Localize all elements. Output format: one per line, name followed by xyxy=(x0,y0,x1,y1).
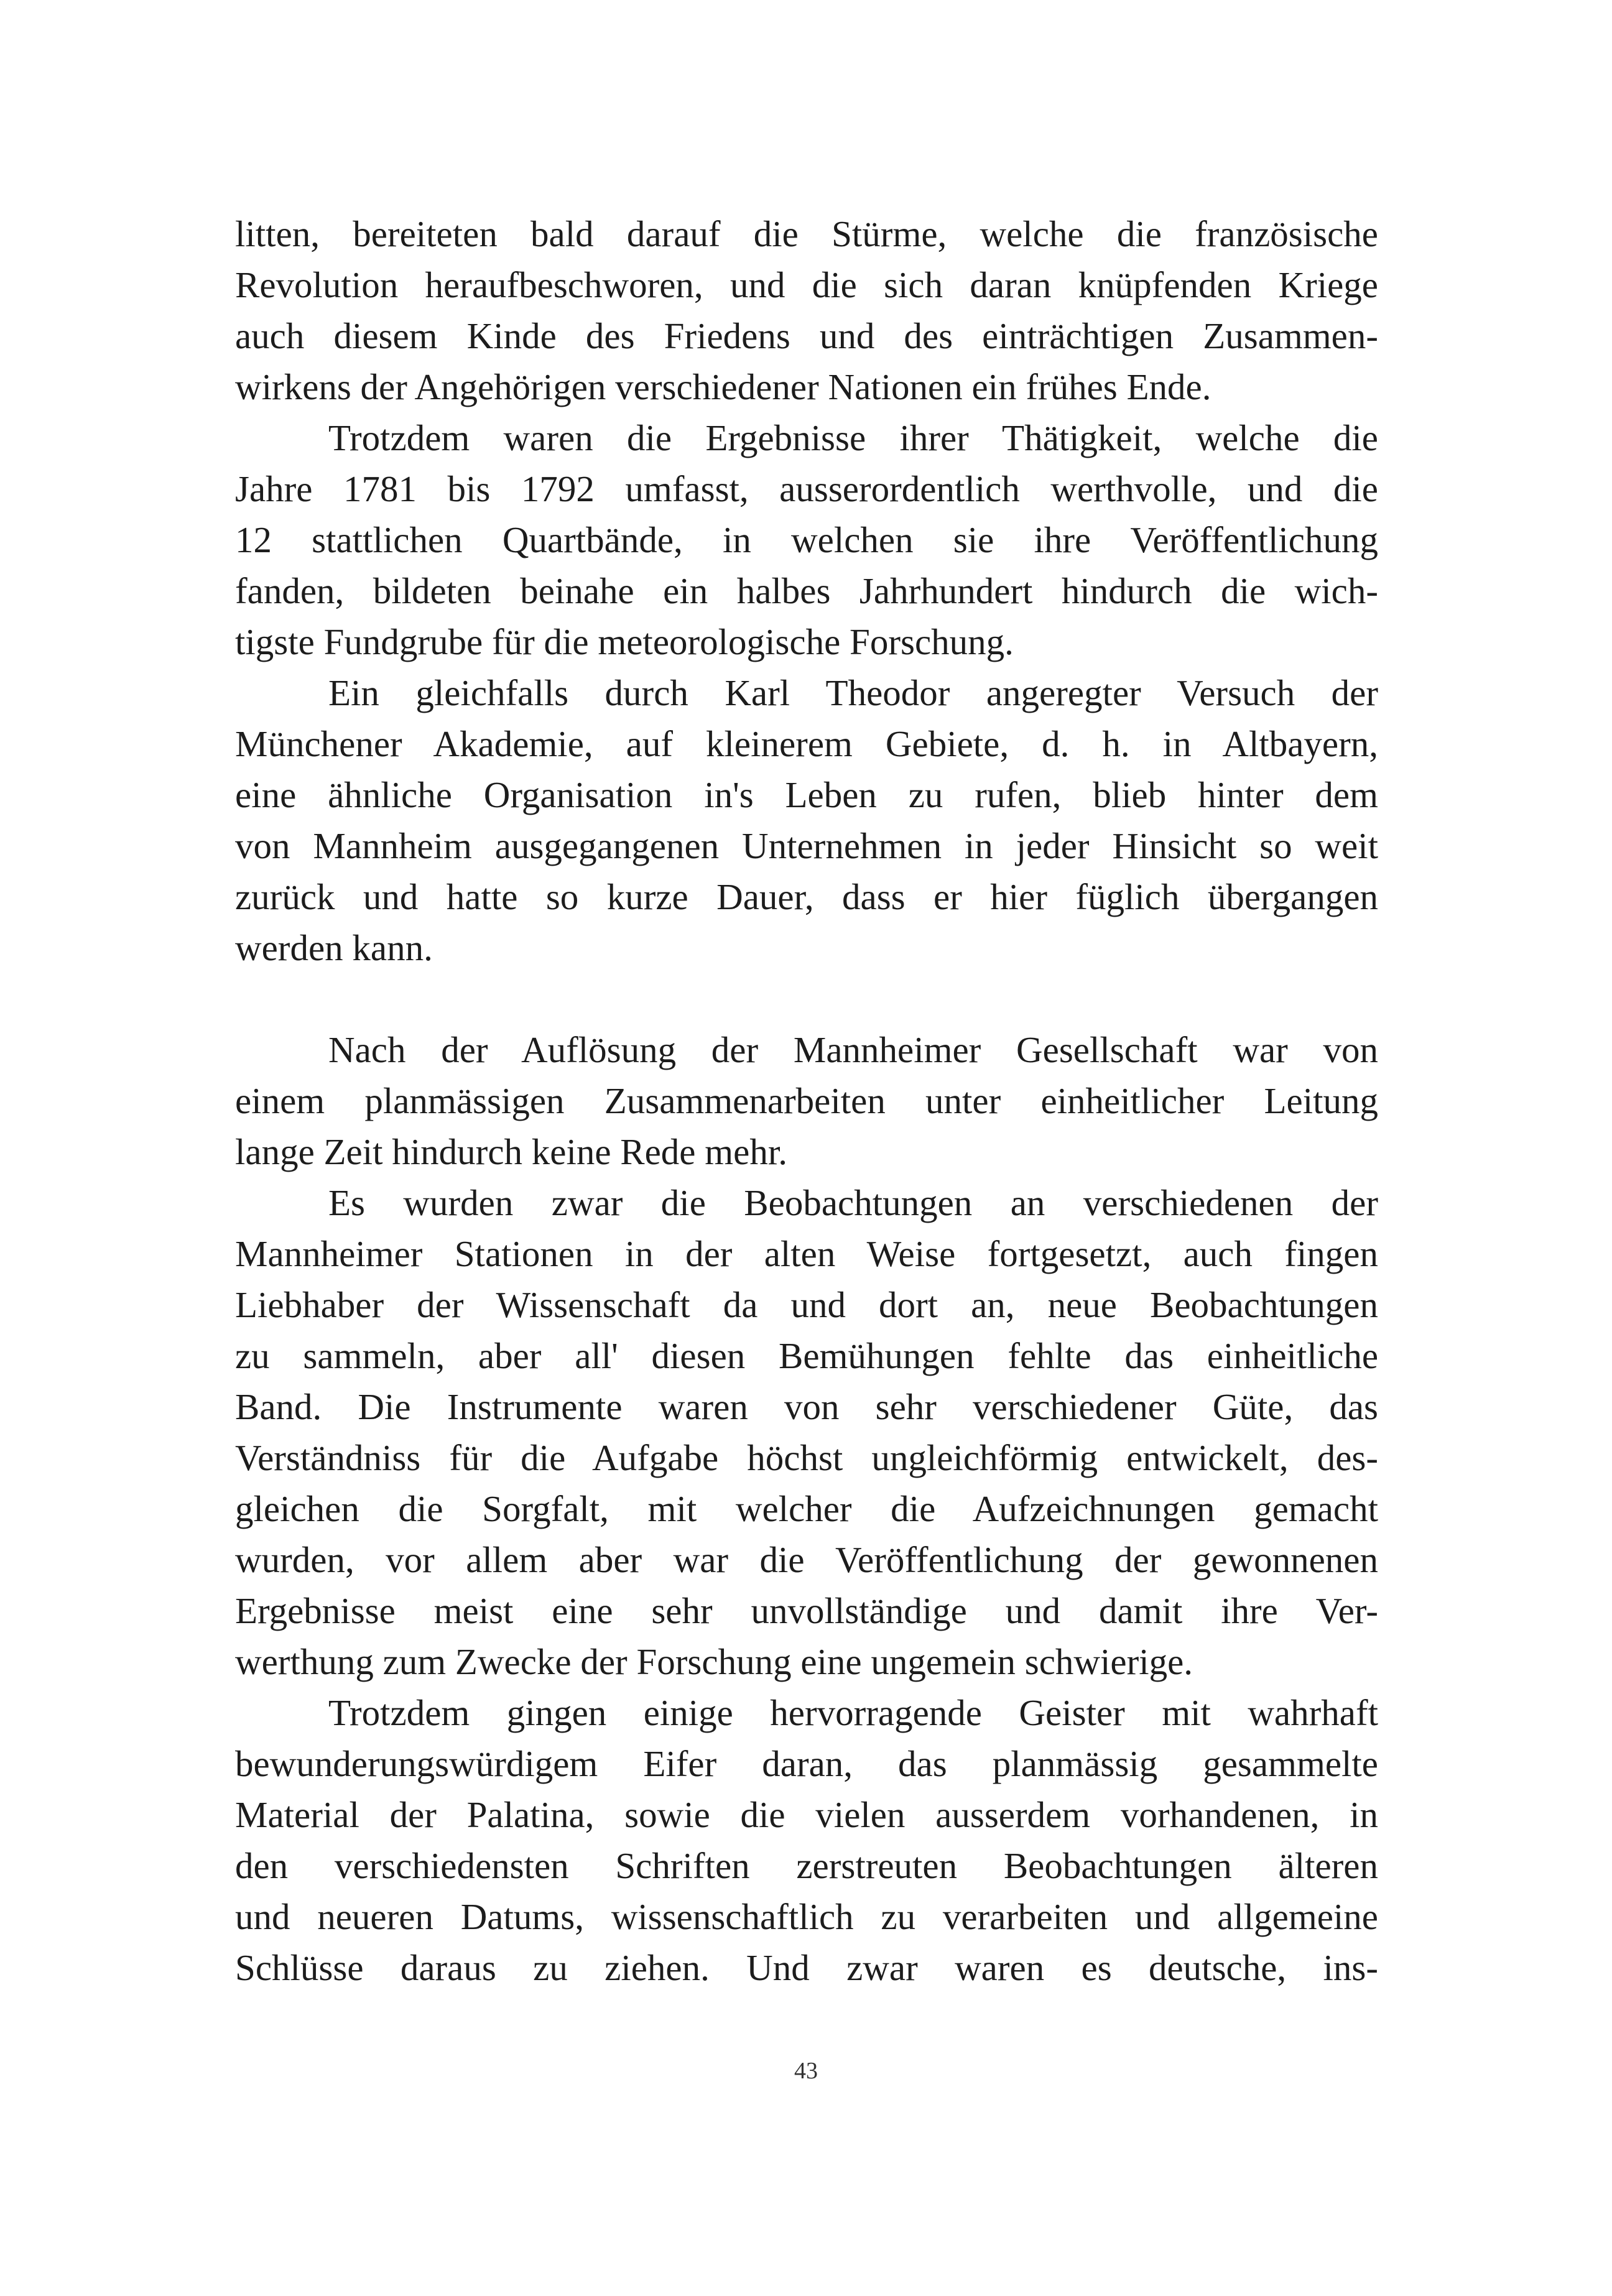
text-line: Trotzdem gingen einige hervorragende Geister mit wahrhaft xyxy=(328,1692,1378,1733)
text-line: Liebhaber der Wissenschaft da und dort an, neue Beobachtungen xyxy=(235,1284,1378,1325)
text-line: werden kann. xyxy=(235,927,433,968)
text-line: einem planmässigen Zusammenarbeiten unter einheitlicher Leitung xyxy=(235,1080,1378,1121)
text-line: Revolution heraufbeschworen, und die sich daran knüpfenden Kriege xyxy=(235,264,1378,305)
body-text xyxy=(235,208,1378,1993)
text-line: eine ähnliche Organisation in's Leben zu rufen, blieb hinter dem xyxy=(235,774,1378,815)
text-line: zurück und hatte so kurze Dauer, dass er hier füglich übergangen xyxy=(235,876,1378,917)
text-line: Trotzdem waren die Ergebnisse ihrer Thätigkeit, welche die xyxy=(328,417,1378,458)
text-line: fanden, bildeten beinahe ein halbes Jahrhundert hindurch die wich- xyxy=(235,570,1378,611)
text-line: den verschiedensten Schriften zerstreuten Beobachtungen älteren xyxy=(235,1845,1378,1886)
text-line: Nach der Auflösung der Mannheimer Gesellschaft war von xyxy=(328,1029,1378,1070)
text-line: auch diesem Kinde des Friedens und des einträchtigen Zusammen- xyxy=(235,315,1378,356)
text-line: Material der Palatina, sowie die vielen ausserdem vorhandenen, in xyxy=(235,1794,1378,1835)
text-line: tigste Fundgrube für die meteorologische Forschung. xyxy=(235,621,1014,662)
text-line: Verständniss für die Aufgabe höchst ungleichförmig entwickelt, des- xyxy=(235,1437,1378,1478)
text-line: Ein gleichfalls durch Karl Theodor angeregter Versuch der xyxy=(328,672,1378,713)
text-line: Schlüsse daraus zu ziehen. Und zwar waren es deutsche, ins- xyxy=(235,1947,1378,1988)
text-line: Es wurden zwar die Beobachtungen an verschiedenen der xyxy=(328,1182,1378,1223)
text-line: werthung zum Zwecke der Forschung eine ungemein schwierige. xyxy=(235,1641,1193,1682)
text-line: lange Zeit hindurch keine Rede mehr. xyxy=(235,1131,787,1172)
text-line: 12 stattlichen Quartbände, in welchen sie ihre Veröffentlichung xyxy=(235,519,1378,560)
section-break xyxy=(235,973,1378,1024)
text-line: bewunderungswürdigem Eifer daran, das planmässig gesammelte xyxy=(235,1743,1378,1784)
text-line: wurden, vor allem aber war die Veröffentlichung der gewonnenen xyxy=(235,1539,1378,1580)
text-line: Münchener Akademie, auf kleinerem Gebiete, d. h. in Altbayern, xyxy=(235,723,1378,764)
text-line: litten, bereiteten bald darauf die Stürme, welche die französische xyxy=(235,213,1378,254)
text-line: und neueren Datums, wissenschaftlich zu verarbeiten und allgemeine xyxy=(235,1896,1378,1937)
text-line: Band. Die Instrumente waren von sehr verschiedener Güte, das xyxy=(235,1386,1378,1427)
text-line: zu sammeln, aber all' diesen Bemühungen fehlte das einheitliche xyxy=(235,1335,1378,1376)
page-number: 43 xyxy=(794,2058,818,2084)
text-line: gleichen die Sorgfalt, mit welcher die Aufzeichnungen gemacht xyxy=(235,1488,1378,1529)
text-line: Jahre 1781 bis 1792 umfasst, ausserordentlich werthvolle, und die xyxy=(235,468,1378,509)
text-line: wirkens der Angehörigen verschiedener Nationen ein frühes Ende. xyxy=(235,366,1211,407)
text-line: Mannheimer Stationen in der alten Weise fortgesetzt, auch fingen xyxy=(235,1233,1378,1274)
text-line: Ergebnisse meist eine sehr unvollständige und damit ihre Ver- xyxy=(235,1590,1378,1631)
text-line: von Mannheim ausgegangenen Unternehmen in jeder Hinsicht so weit xyxy=(235,825,1378,866)
